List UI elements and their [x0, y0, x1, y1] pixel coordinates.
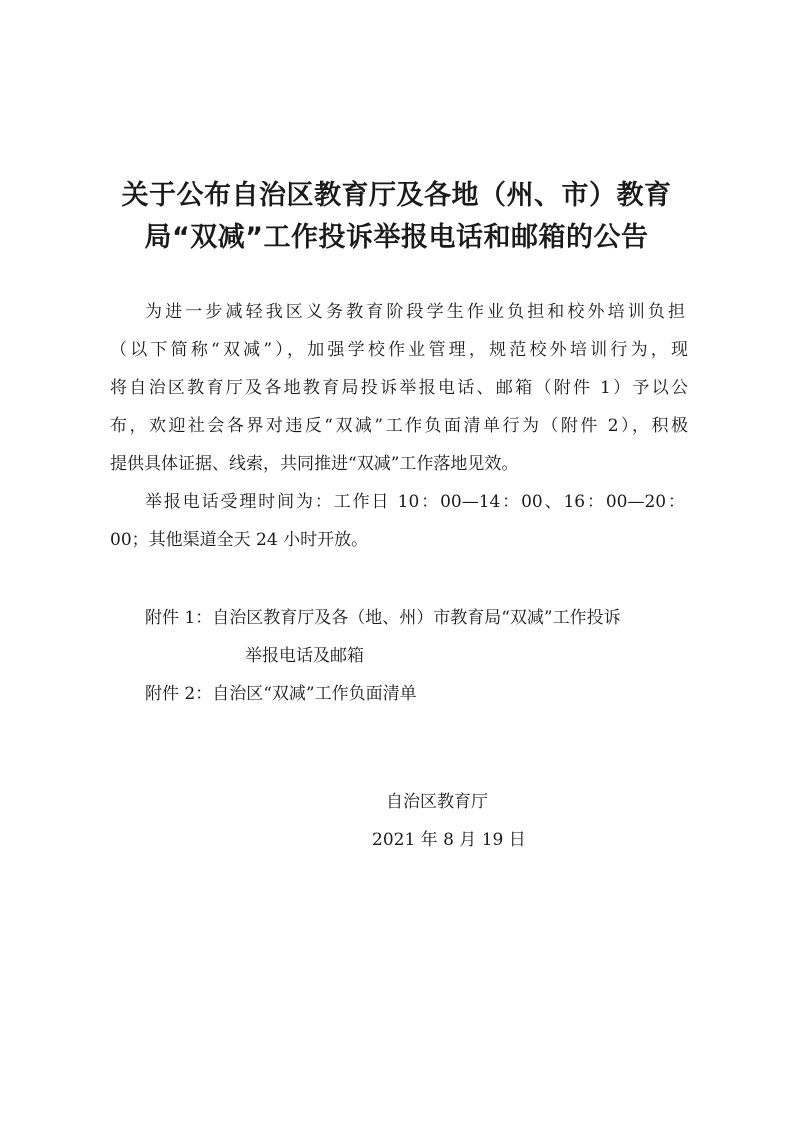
document-title-line-2: 局“双减”工作投诉举报电话和邮箱的公告 [144, 222, 649, 253]
paragraph-1-line-5: 提供具体证据、线索，共同推进“双减”工作落地见效。 [110, 454, 519, 474]
document-title-line-1: 关于公布自治区教育厅及各地（州、市）教育 [121, 180, 672, 211]
paragraph-1-line-1: 为进一步减轻我区义务教育阶段学生作业负担和校外培训负担 [145, 302, 685, 322]
paragraph-1-line-2: （以下简称“双减”），加强学校作业管理，规范校外培训行为，现 [110, 340, 688, 360]
attachment-2: 附件 2：自治区“双减”工作负面清单 [145, 684, 417, 704]
paragraph-1-line-3: 将自治区教育厅及各地教育局投诉举报电话、邮箱（附件 1）予以公 [110, 378, 688, 398]
paragraph-2-line-1: 举报电话受理时间为：工作日 10：00—14：00、16：00—20： [145, 492, 685, 512]
paragraph-2-line-2: 00；其他渠道全天 24 小时开放。 [110, 530, 369, 550]
signature-org: 自治区教育厅 [386, 792, 488, 812]
signature-date: 2021 年 8 月 19 日 [372, 830, 526, 850]
paragraph-1-line-4: 布，欢迎社会各界对违反“双减”工作负面清单行为（附件 2），积极 [110, 416, 688, 436]
attachment-1-line-1: 附件 1：自治区教育厅及各（地、州）市教育局“双减”工作投诉 [145, 608, 621, 628]
attachment-1-line-2: 举报电话及邮箱 [245, 646, 364, 666]
